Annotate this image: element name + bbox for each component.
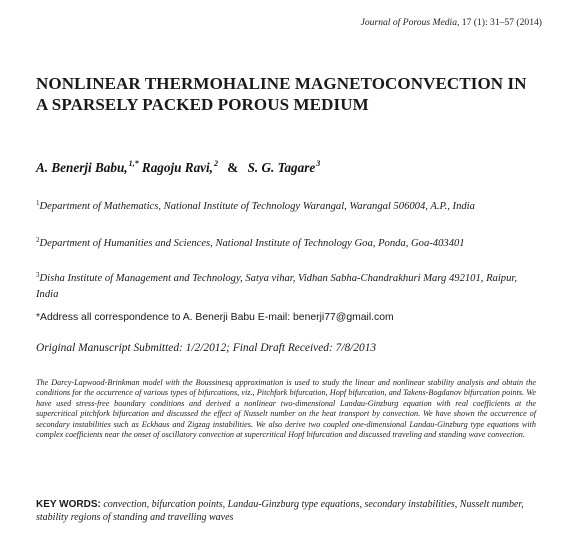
keywords-text: convection, bifurcation points, Landau-Ginzburg type equations, secondary instabilities, Nusselt number, stability regions of standing and travelling waves [36,499,524,523]
correspondence-note: *Address all correspondence to A. Benerji Babu E-mail: benerji77@gmail.com [36,312,394,323]
author-name: S. G. Tagare [247,160,316,175]
affiliation-text: Disha Institute of Management and Technology, Satya vihar, Vidhan Sabha-Chandrakhuri Marg 492101, Raipur, India [36,273,517,300]
keywords-label: KEY WORDS: [36,499,101,510]
author-name: Ragoju Ravi, [141,160,213,175]
affiliation-mark: 3 [36,271,40,279]
abstract: The Darcy-Lapwood-Brinkman model with the Boussinesq approximation is used to study the linear and nonlinear stability analysis and obtain the conditions for the occurrence of various types of bifurcations, viz., Pitchfork bifurcation, Hopf bifurcation, and Takens-Bogdanov bifurcation points. We have used stress-free boundary conditions and derived a nonlinear two-dimensional Landau-Ginzburg equation with real coefficients at the supercritical pitchfork bifurcation and discussed the effect of Nusselt number on the heat transport by convection. We have shown the occurrence of secondary instabilities such as Eckhaus and Zigzag instabilities. We also derive two coupled one-dimensional Landau-Ginzburg type equations with complex coefficients near the onset of oscillatory convection at supercritical Hopf bifurcation and discussed traveling and standing wave convection. [36,378,536,440]
affiliation [36,267,536,303]
author-list [36,159,320,176]
journal-volume-info: , 17 (1): 31–57 (2014) [457,17,542,28]
author-affiliation-mark: 2 [213,159,218,168]
journal-name: Journal of Porous Media [360,17,457,28]
author-name: A. Benerji Babu, [36,160,128,175]
keywords [36,498,536,524]
manuscript-dates: Original Manuscript Submitted: 1/2/2012; Final Draft Received: 7/8/2013 [36,342,377,354]
affiliation-text: Department of Mathematics, National Institute of Technology Warangal, Warangal 506004, A.P., India [39,201,475,212]
affiliation [36,232,536,252]
affiliation-text: Department of Humanities and Sciences, National Institute of Technology Goa, Ponda, Goa-403401 [39,238,465,249]
author-separator: & [227,160,239,175]
author-affiliation-mark: 3 [316,159,321,168]
affiliation-mark: 1 [36,199,40,207]
author-affiliation-mark: 1,* [128,159,139,168]
affiliation [36,195,536,215]
journal-citation [361,17,542,28]
affiliation-mark: 2 [36,236,40,244]
paper-title: NONLINEAR THERMOHALINE MAGNETOCONVECTION IN A SPARSELY PACKED POROUS MEDIUM [36,74,527,114]
